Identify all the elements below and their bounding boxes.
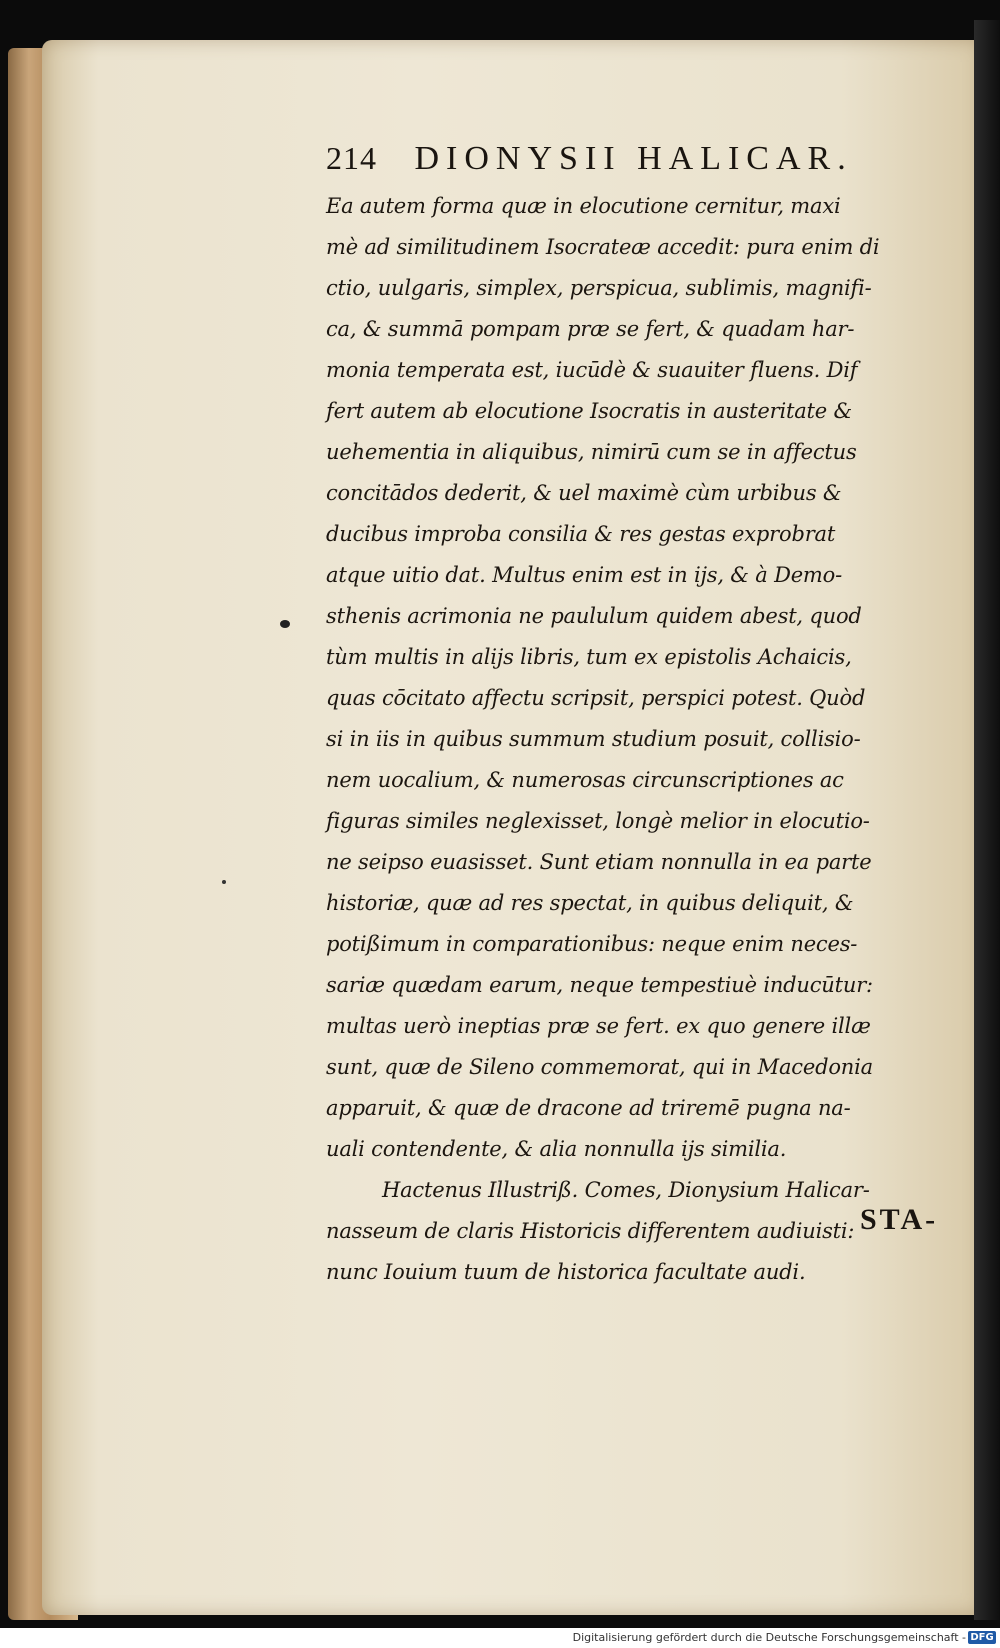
text-line: ne seipso euasisset. Sunt etiam nonnulla in ea parte bbox=[326, 850, 872, 874]
page-number: 214 bbox=[326, 140, 377, 176]
text-line: sthenis acrimonia ne paululum quidem abest, quod bbox=[326, 604, 862, 628]
closing-line: Hactenus Illustriß. Comes, Dionysium Halicar- bbox=[382, 1178, 870, 1202]
body-text bbox=[326, 186, 939, 1293]
text-line: monia temperata est, iucūdè & suauiter fluens. Dif bbox=[326, 358, 858, 382]
closing-line: nasseum de claris Historicis differentem audiuisti: bbox=[326, 1219, 855, 1243]
text-line: ducibus improba consilia & res gestas exprobrat bbox=[326, 522, 836, 546]
text-line: multas uerò ineptias præ se fert. ex quo genere illæ bbox=[326, 1014, 871, 1038]
text-line: sariæ quædam earum, neque tempestiuè inducūtur: bbox=[326, 973, 873, 997]
text-line: apparuit, & quæ de dracone ad triremē pugna na- bbox=[326, 1096, 851, 1120]
running-title: DIONYSII HALICAR. bbox=[414, 140, 853, 177]
catchword: STA- bbox=[860, 1203, 939, 1236]
text-line: concitādos dederit, & uel maximè cùm urbibus & bbox=[326, 481, 842, 505]
dfg-logo: DFG bbox=[968, 1631, 996, 1644]
text-line: figuras similes neglexisset, longè melior in elocutio- bbox=[326, 809, 870, 833]
text-line: sunt, quæ de Sileno commemorat, qui in Macedonia bbox=[326, 1055, 873, 1079]
ink-spot bbox=[280, 620, 290, 628]
text-line: potißimum in comparationibus: neque enim neces- bbox=[326, 932, 858, 956]
closing-line: nunc Iouium tuum de historica facultate audi. bbox=[326, 1260, 806, 1284]
text-line: fert autem ab elocutione Isocratis in austeritate & bbox=[326, 399, 852, 423]
funding-credit: Digitalisierung gefördert durch die Deutsche Forschungsgemeinschaft - bbox=[572, 1631, 966, 1644]
ink-spot bbox=[222, 880, 226, 884]
text-line: uali contendente, & alia nonnulla ijs similia. bbox=[326, 1137, 787, 1161]
text-line: ctio, uulgaris, simplex, perspicua, sublimis, magnifi- bbox=[326, 276, 872, 300]
text-line: ca, & summā pompam præ se fert, & quadam har- bbox=[326, 317, 855, 341]
text-line: quas cōcitato affectu scripsit, perspici potest. Quòd bbox=[326, 686, 866, 710]
text-line: historiæ, quæ ad res spectat, in quibus deliquit, & bbox=[326, 891, 854, 915]
page-header bbox=[326, 140, 906, 184]
text-line: si in iis in quibus summum studium posuit, collisio- bbox=[326, 727, 861, 751]
text-line: mè ad similitudinem Isocrateæ accedit: pura enim di bbox=[326, 235, 880, 259]
binding-shadow bbox=[974, 20, 1000, 1620]
text-line: nem uocalium, & numerosas circunscriptiones ac bbox=[326, 768, 844, 792]
text-line: atque uitio dat. Multus enim est in ijs, & à Demo- bbox=[326, 563, 842, 587]
text-line: tùm multis in alijs libris, tum ex epistolis Achaicis, bbox=[326, 645, 852, 669]
text-line: Ea autem forma quæ in elocutione cernitur, maxi bbox=[326, 194, 841, 218]
text-line: uehementia in aliquibus, nimirū cum se in affectus bbox=[326, 440, 857, 464]
